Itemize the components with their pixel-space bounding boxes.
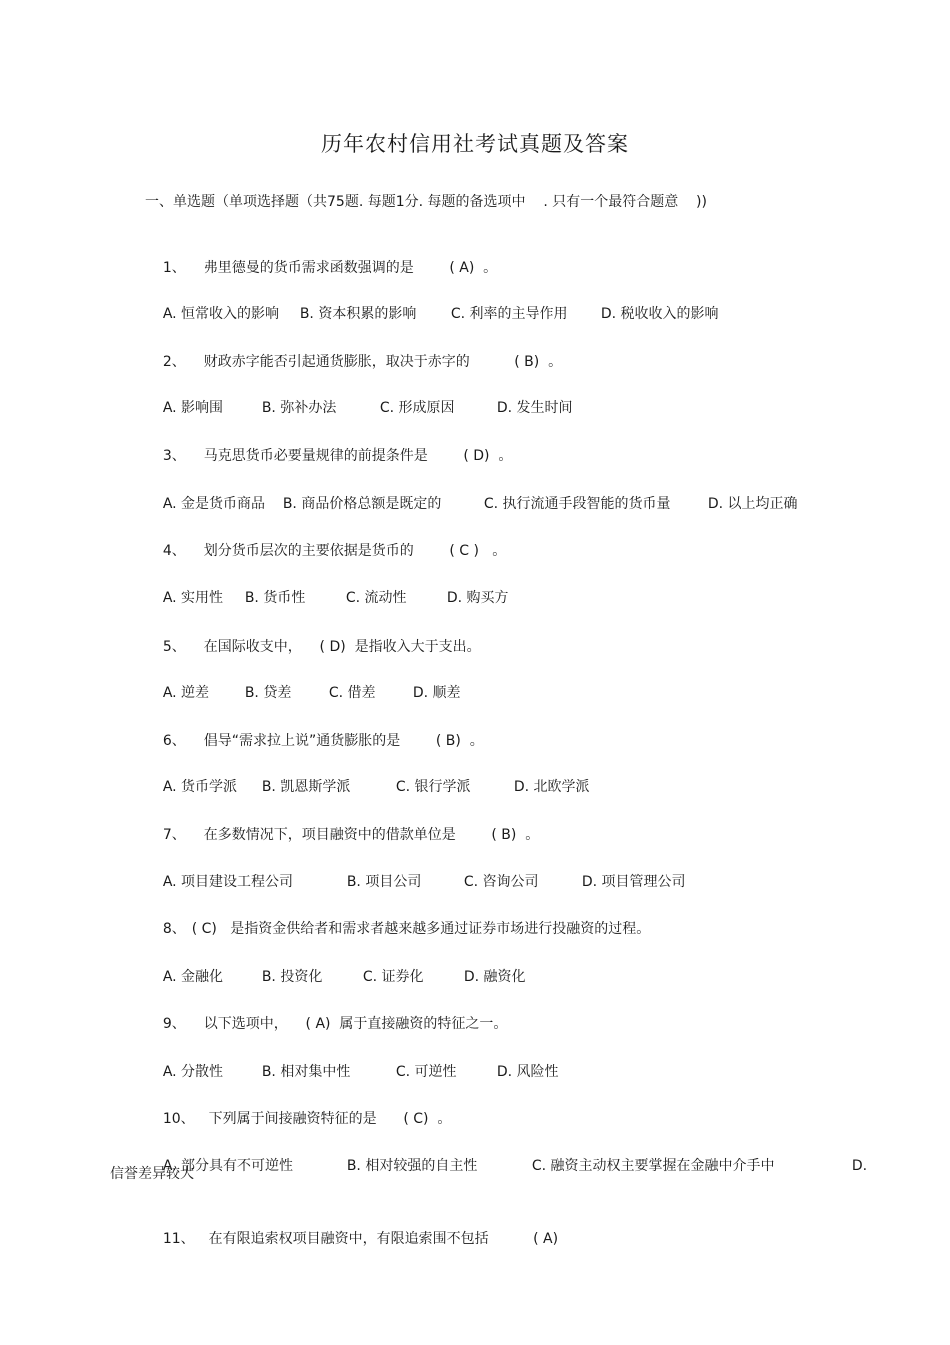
option-b: B. 商品价格总额是既定的 — [282, 496, 442, 512]
question-10 — [145, 1092, 451, 1146]
option-a: A. 金是货币商品 — [162, 496, 266, 512]
question-7 — [145, 808, 539, 862]
question-stem: 在多数情况下，项目融资中的借款单位是 ( B) 。 — [203, 827, 540, 843]
option-c: C. 证券化 — [362, 969, 424, 985]
options-5 — [145, 666, 461, 720]
question-stem: 马克思货币必要量规律的前提条件是 ( D) 。 — [203, 448, 513, 464]
question-stem: 下列属于间接融资特征的是 ( C) 。 — [208, 1111, 452, 1127]
option-c: C. 咨询公司 — [463, 874, 539, 890]
option-c: C. 形成原因 — [379, 400, 455, 416]
option-a: A. 影响围 — [162, 400, 224, 416]
option-d-continuation: 信誉差异较大 — [110, 1166, 194, 1182]
question-number: 3、 — [162, 448, 186, 464]
option-c: C. 可逆性 — [395, 1064, 457, 1080]
question-number: 11、 — [162, 1231, 195, 1247]
question-stem: 弗里德曼的货币需求函数强调的是 ( A) 。 — [203, 260, 498, 276]
option-a: A. 分散性 — [162, 1064, 224, 1080]
option-c: C. 融资主动权主要掌握在金融中介手中 — [531, 1158, 775, 1174]
option-d: D. 税收收入的影响 — [600, 306, 719, 322]
option-c: C. 银行学派 — [395, 779, 471, 795]
question-stem: ( C) 是指资金供给者和需求者越来越多通过证券市场进行投融资的过程。 — [191, 921, 651, 937]
option-c: C. 执行流通手段智能的货币量 — [483, 496, 671, 512]
option-a: A. 实用性 — [162, 590, 224, 606]
option-a: A. 金融化 — [162, 969, 224, 985]
section-heading: 一、单选题（单项选择题（共75题. 每题1分. 每题的备选项中 . 只有一个最符合题意 )) — [145, 194, 707, 210]
option-c: C. 流动性 — [345, 590, 407, 606]
options-8 — [145, 950, 526, 1004]
question-4 — [145, 524, 506, 578]
question-number: 1、 — [162, 260, 186, 276]
option-d: D. 北欧学派 — [513, 779, 590, 795]
options-4 — [145, 571, 509, 625]
options-7 — [145, 855, 686, 909]
option-b: B. 资本积累的影响 — [299, 306, 417, 322]
option-d: D. 风险性 — [496, 1064, 559, 1080]
options-1 — [145, 287, 719, 341]
question-stem: 财政赤字能否引起通货膨胀，取决于赤字的 ( B) 。 — [203, 354, 563, 370]
options-9 — [145, 1045, 559, 1099]
option-a: A. 项目建设工程公司 — [162, 874, 294, 890]
options-3 — [145, 477, 798, 531]
option-d: D. 项目管理公司 — [581, 874, 686, 890]
question-8 — [145, 902, 650, 956]
option-b: B. 投资化 — [261, 969, 323, 985]
option-a: A. 恒常收入的影响 — [162, 306, 280, 322]
question-stem: 划分货币层次的主要依据是货币的 ( C ) 。 — [203, 543, 507, 559]
question-stem: 以下选项中， ( A) 属于直接融资的特征之一。 — [203, 1016, 508, 1032]
question-stem: 在有限追索权项目融资中，有限追索围不包括 ( A) — [208, 1231, 559, 1247]
question-number: 5、 — [162, 639, 186, 655]
option-b: B. 弥补办法 — [261, 400, 337, 416]
option-a: A. 货币学派 — [162, 779, 238, 795]
question-number: 10、 — [162, 1111, 195, 1127]
option-b: B. 相对集中性 — [261, 1064, 351, 1080]
option-d: D. 以上均正确 — [707, 496, 798, 512]
option-d: D. 发生时间 — [496, 400, 573, 416]
question-number: 9、 — [162, 1016, 186, 1032]
question-number: 8、 — [162, 921, 186, 937]
question-stem: 在国际收支中， ( D) 是指收入大于支出。 — [203, 639, 481, 655]
option-b: B. 相对较强的自主性 — [346, 1158, 478, 1174]
question-3 — [145, 429, 512, 483]
option-c: C. 利率的主导作用 — [450, 306, 568, 322]
question-number: 2、 — [162, 354, 186, 370]
question-stem: 倡导“需求拉上说”通货膨胀的是 ( B) 。 — [203, 733, 484, 749]
question-number: 7、 — [162, 827, 186, 843]
option-d: D. 购买方 — [446, 590, 509, 606]
option-b: B. 贷差 — [244, 685, 292, 701]
options-2 — [145, 381, 573, 435]
option-b: B. 凯恩斯学派 — [261, 779, 351, 795]
question-number: 4、 — [162, 543, 186, 559]
option-d: D. 顺差 — [412, 685, 461, 701]
question-11 — [145, 1212, 558, 1266]
option-a: A. 部分具有不可逆性 — [162, 1158, 294, 1174]
option-b: B. 项目公司 — [346, 874, 422, 890]
question-9 — [145, 997, 507, 1051]
option-c: C. 借差 — [328, 685, 376, 701]
option-d: D. 融资化 — [463, 969, 526, 985]
option-a: A. 逆差 — [162, 685, 210, 701]
option-b: B. 货币性 — [244, 590, 306, 606]
options-10 — [145, 1139, 867, 1193]
page-title: 历年农村信用社考试真题及答案 — [321, 132, 629, 156]
option-d: D. — [851, 1158, 868, 1174]
options-6 — [145, 760, 590, 814]
question-number: 6、 — [162, 733, 186, 749]
